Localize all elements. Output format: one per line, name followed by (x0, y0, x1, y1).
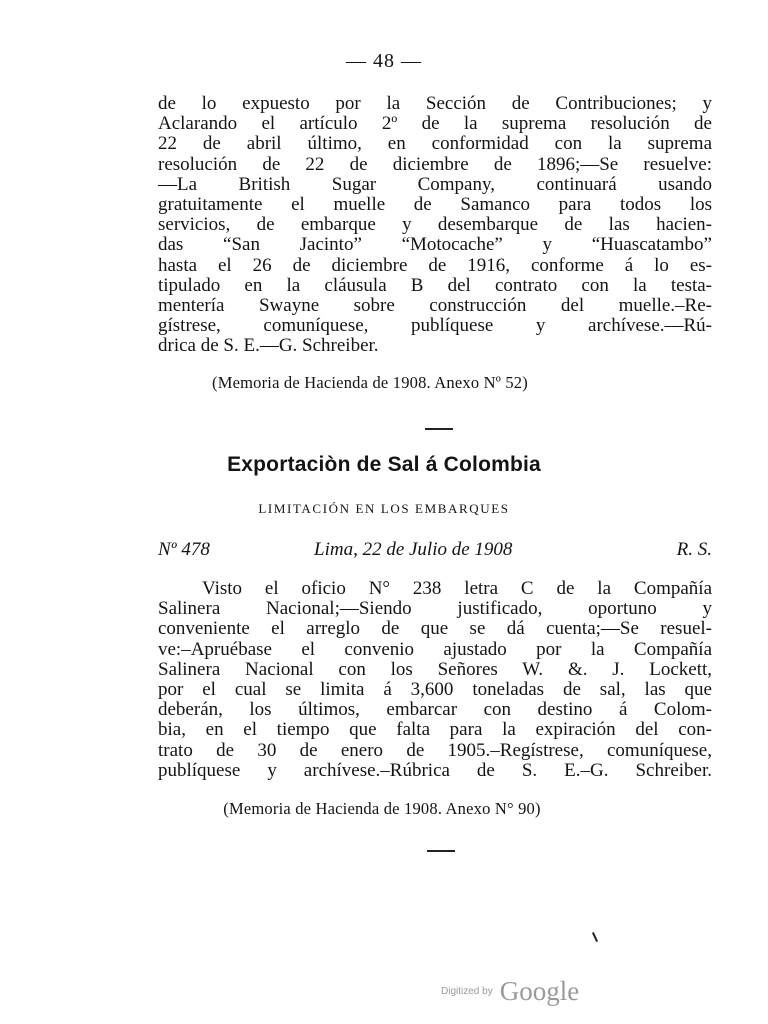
section-subtitle: LIMITACIÓN EN LOS EMBARQUES (258, 501, 510, 516)
text-line: drica de S. E.—G. Schreiber. (158, 335, 379, 357)
ink-mark (592, 932, 598, 942)
text-line: Aclarando el artículo 2º de la suprema resolución de (158, 113, 712, 135)
text-line: gratuitamente el muelle de Samanco para todos los (158, 194, 712, 216)
text-line: trato de 30 de enero de 1905.–Regístrese, comuníquese, (158, 739, 712, 761)
decree-type: R. S. (676, 539, 712, 560)
text-line: ve:–Apruébase el convenio ajustado por la Compañía (158, 638, 712, 660)
text-line: das “San Jacinto” “Motocache” y “Huascatambo” (158, 234, 712, 256)
text-line: resolución de 22 de diciembre de 1896;—Se resuelve: (158, 153, 712, 175)
text-line: hasta el 26 de diciembre de 1916, conforme á lo es- (158, 254, 712, 276)
text-line: servicios, de embarque y desembarque de las hacien- (158, 214, 712, 236)
watermark-brand: Google (499, 976, 580, 1006)
digitization-watermark (441, 976, 579, 1007)
text-line: tipulado en la cláusula B del contrato con la testa- (158, 274, 712, 296)
previous-decree-text (158, 94, 712, 357)
text-line: gístrese, comuníquese, publíquese y archívese.—Rú- (158, 315, 712, 337)
decree-number: Nº 478 (158, 539, 210, 560)
text-line: bia, en el tiempo que falta para la expiración del con- (158, 719, 712, 741)
section-divider (427, 850, 455, 852)
decree-body-text (158, 579, 712, 781)
page-number: — 48 — (346, 50, 422, 72)
text-line: Salinera Nacional con los Señores W. &. J. Lockett, (158, 658, 712, 680)
text-line: conveniente el arreglo de que se dá cuenta;—Se resuel- (158, 618, 712, 640)
text-line: de lo expuesto por la Sección de Contribuciones; y (158, 93, 712, 114)
section-divider (425, 428, 453, 430)
text-line: por el cual se limita á 3,600 toneladas de sal, las que (158, 679, 712, 701)
text-line: deberán, los últimos, embarcar con destino á Colom- (158, 699, 712, 721)
text-line: Salinera Nacional;—Siendo justificado, oportuno y (158, 598, 712, 620)
text-line: mentería Swayne sobre construcción del muelle.–Re- (158, 295, 712, 317)
text-line: —La British Sugar Company, continuará usando (158, 173, 712, 195)
text-line: publíquese y archívese.–Rúbrica de S. E.–G. Schreiber. (158, 759, 712, 781)
source-citation: (Memoria de Hacienda de 1908. Anexo N° 90) (223, 799, 541, 818)
decree-place-date: Lima, 22 de Julio de 1908 (314, 539, 513, 560)
text-line: Visto el oficio N° 238 letra C de la Compañía (202, 578, 712, 599)
watermark-prefix: Digitized by (441, 986, 493, 997)
source-citation: (Memoria de Hacienda de 1908. Anexo Nº 52) (212, 373, 528, 392)
text-line: 22 de abril último, en conformidad con la suprema (158, 133, 712, 155)
section-title: Exportaciòn de Sal á Colombia (227, 453, 541, 476)
